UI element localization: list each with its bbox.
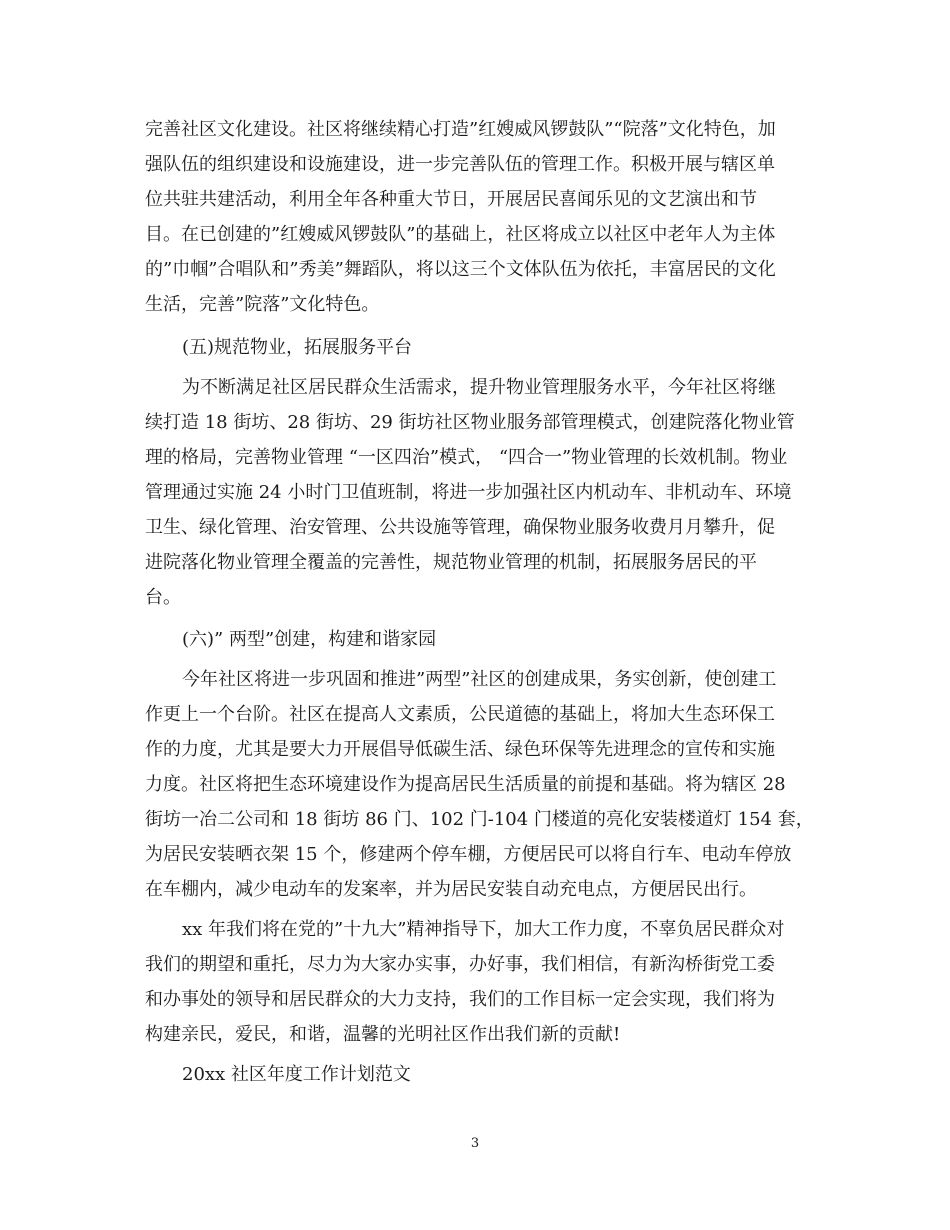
text-line: 强队伍的组织建设和设施建设，进一步完善队伍的管理工作。积极开展与辖区单 xyxy=(145,154,775,175)
text-line: 理的格局，完善物业管理 “一区四治”模式， “四合一”物业管理的长效机制。物业 xyxy=(145,447,788,468)
text-line: 进院落化物业管理全覆盖的完善性，规范物业管理的机制，拓展服务居民的平 xyxy=(145,552,757,573)
text-line: 作更上一个台阶。社区在提高人文素质，公民道德的基础上，将加大生态环保工 xyxy=(145,704,775,725)
section-heading: (五)规范物业，拓展服务平台 xyxy=(182,337,413,358)
text-line: 目。在已创建的”红嫂威风锣鼓队”的基础上，社区将成立以社区中老年人为主体 xyxy=(145,224,776,245)
text-line: 管理通过实施 24 小时门卫值班制，将进一步加强社区内机动车、非机动车、环境 xyxy=(145,482,792,503)
text-line: 台。 xyxy=(145,587,181,608)
text-line: 我们的期望和重托，尽力为大家办实事，办好事，我们相信，有新沟桥街党工委 xyxy=(145,954,775,975)
text-line: 卫生、绿化管理、治安管理、公共设施等管理，确保物业服务收费月月攀升，促 xyxy=(145,517,775,538)
text-line: 为居民安装晒衣架 15 个，修建两个停车棚，方便居民可以将自行车、电动车停放 xyxy=(145,844,792,865)
text-line: xx 年我们将在党的”十九大”精神指导下，加大工作力度，不辜负居民群众对 xyxy=(182,919,785,940)
section-heading: 20xx 社区年度工作计划范文 xyxy=(182,1064,411,1085)
text-line: 街坊一冶二公司和 18 街坊 86 门、102 门-104 门楼道的亮化安装楼道灯 154 套， xyxy=(145,809,814,830)
section-heading: (六)” 两型”创建，构建和谐家园 xyxy=(182,629,437,650)
text-line: 力度。社区将把生态环境建设作为提高居民生活质量的前提和基础。将为辖区 28 xyxy=(145,774,786,795)
text-line: 为不断满足社区居民群众生活需求，提升物业管理服务水平，今年社区将继 xyxy=(182,377,776,398)
text-line: 今年社区将进一步巩固和推进”两型”社区的创建成果，务实创新，使创建工 xyxy=(182,669,777,690)
text-line: 位共驻共建活动，利用全年各种重大节日，开展居民喜闻乐见的文艺演出和节 xyxy=(145,189,757,210)
text-line: 构建亲民，爱民，和谐，温馨的光明社区作出我们新的贡献! xyxy=(145,1024,621,1045)
text-line: 续打造 18 街坊、28 街坊、29 街坊社区物业服务部管理模式，创建院落化物业管 xyxy=(145,412,795,433)
text-line: 在车棚内，减少电动车的发案率，并为居民安装自动充电点，方便居民出行。 xyxy=(145,879,757,900)
text-line: 完善社区文化建设。社区将继续精心打造”红嫂威风锣鼓队”“院落”文化特色，加 xyxy=(145,119,776,140)
text-line: 和办事处的领导和居民群众的大力支持，我们的工作目标一定会实现，我们将为 xyxy=(145,989,775,1010)
text-line: 生活，完善”院落”文化特色。 xyxy=(145,294,380,315)
text-line: 的”巾帼”合唱队和”秀美”舞蹈队，将以这三个文体队伍为依托，丰富居民的文化 xyxy=(145,259,776,280)
page-number: 3 xyxy=(470,1136,480,1151)
text-line: 作的力度，尤其是要大力开展倡导低碳生活、绿色环保等先进理念的宣传和实施 xyxy=(145,739,775,760)
